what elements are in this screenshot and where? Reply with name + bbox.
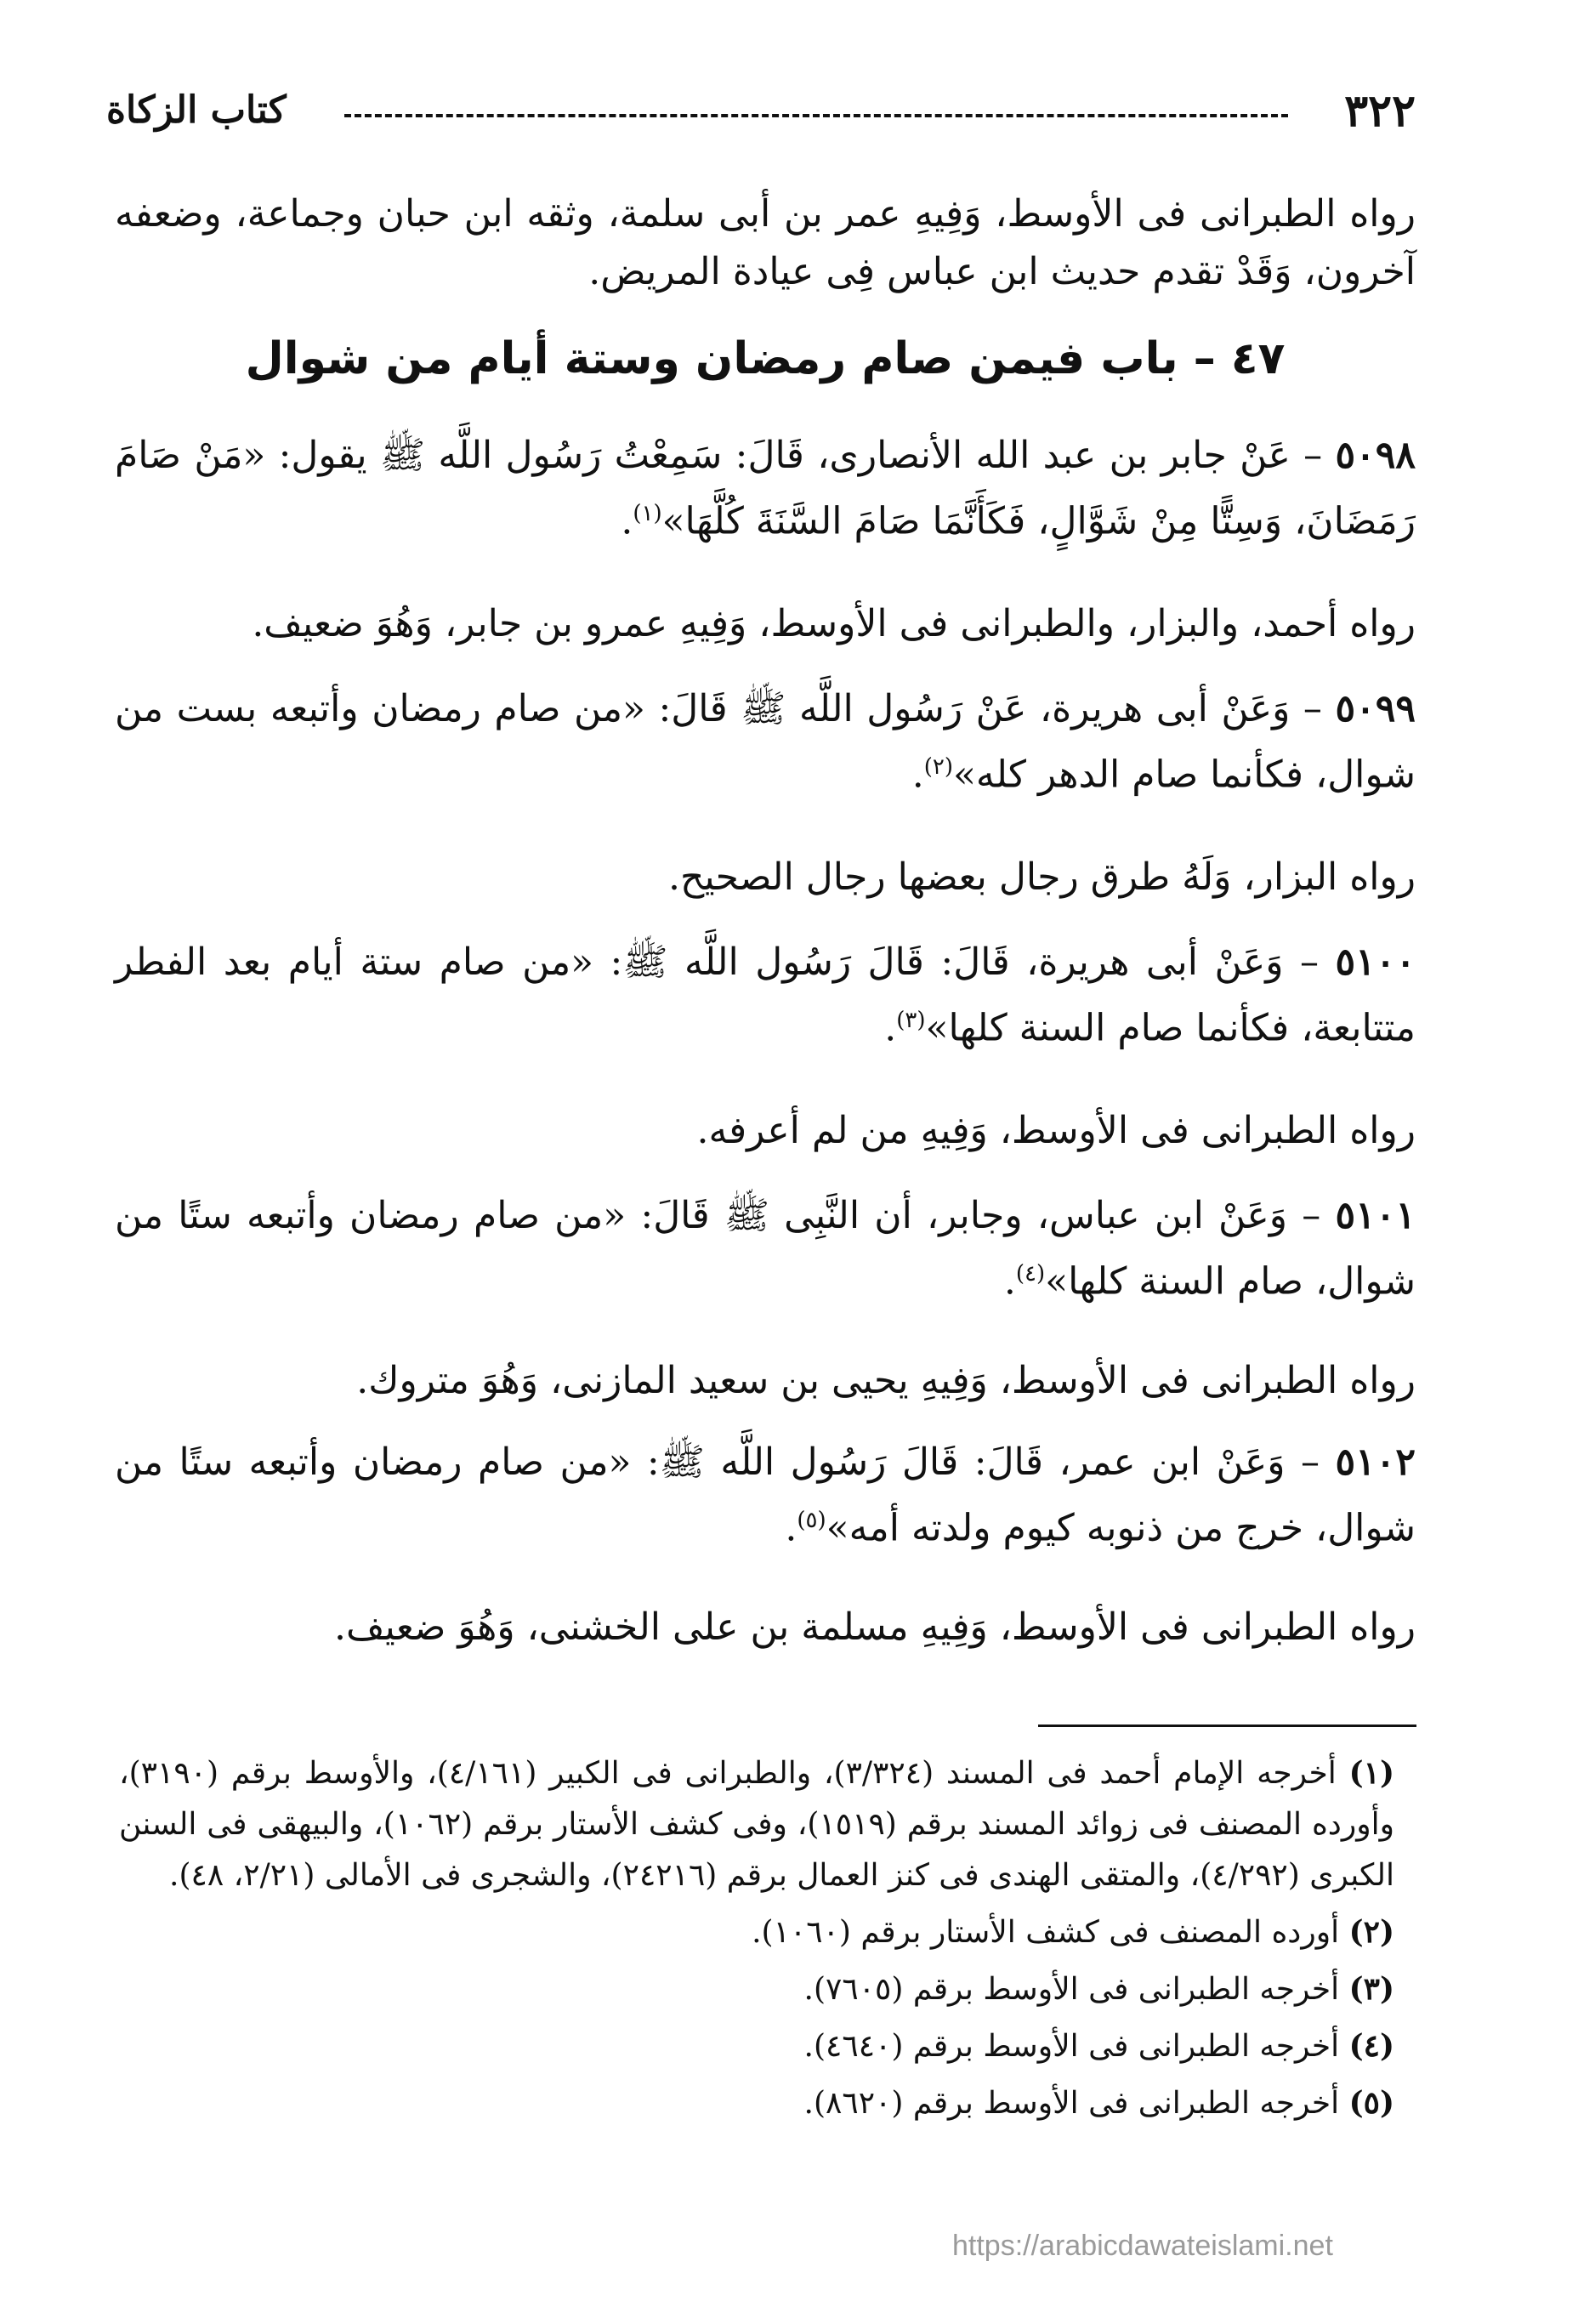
footnote-mark: (٥) (1348, 2085, 1394, 2121)
footnote-text: أخرجه الطبرانى فى الأوسط برقم (٨٦٢٠). (803, 2086, 1340, 2121)
hadith-5101: ٥١٠١ – وَعَنْ ابن عباس، وجابر، أن النَّبِى ﷺ قَالَ: «من صام رمضان وأتبعه ستًا من شوال، صام السنة كلها»$^{(٤)}$. (115, 1194, 1416, 1304)
hadith-text: – وَعَنْ أبى هريرة، قَالَ: قَالَ رَسُول اللَّه ﷺ: «من صام ستة أيام بعد الفطر متتابعة، فكأنما صام السنة كلها» (115, 940, 1416, 1050)
narration-5102: رواه الطبرانى فى الأوسط، وَفِيهِ مسلمة بن على الخشنى، وَهُوَ ضعيف. (334, 1605, 1416, 1649)
footnote-mark: (١) (1348, 1755, 1394, 1791)
watermark-url: https://arabicdawateislami.net (952, 2230, 1333, 2262)
narration-5099: رواه البزار، وَلَهُ طرق رجال بعضها رجال الصحيح. (667, 855, 1416, 899)
narration-5100: رواه الطبرانى فى الأوسط، وَفِيهِ من لم أعرفه. (696, 1109, 1416, 1152)
footnote-1 (119, 1747, 1394, 1901)
hadith-text: – عَنْ جابر بن عبد الله الأنصارى، قَالَ: سَمِعْتُ رَسُول اللَّه ﷺ يقول: «مَنْ صَامَ رَمَضَانَ، وَسِتًّا مِنْ شَوَّالٍ، فَكَأَنَّمَا صَامَ السَّنَةَ كُلَّهَا» (115, 434, 1416, 543)
footnote-mark: (٤) (1348, 2028, 1394, 2064)
chapter-title: ٤٧ – باب فيمن صام رمضان وستة أيام من شوال (245, 333, 1286, 384)
footnote-text: أخرجه الإمام أحمد فى المسند (٣/٣٢٤)، والطبرانى فى الكبير (٤/١٦١)، والأوسط برقم (٣١٩٠)، وأورده المصنف فى زوائد المسند برقم (١٥١٩)، وفى كشف الأستار برقم (١٠٦٢)، والبيهقى فى السنن الكبرى (٤/٢٩٢)، والمتقى الهندى فى كنز العمال برقم (٢٤٢١٦)، والشجرى فى الأمالى (٢/٢١، ٤٨). (119, 1756, 1394, 1893)
page-number: ٣٢٢ (1344, 85, 1416, 137)
narration-5098: رواه أحمد، والبزار، والطبرانى فى الأوسط، وَفِيهِ عمرو بن جابر، وَهُوَ ضعيف. (252, 602, 1416, 645)
hadith-text: – وَعَنْ أبى هريرة، عَنْ رَسُول اللَّه ﷺ قَالَ: «من صام رمضان وأتبعه بست من شوال، فكأنما صام الدهر كله» (115, 687, 1416, 797)
hadith-number: ٥٠٩٨ (1335, 434, 1416, 477)
footnote-ref: (٢) (923, 754, 953, 780)
footnote-ref: (٥) (797, 1508, 826, 1533)
book-title: كتاب الزكاة (106, 88, 287, 132)
hadith-5100: ٥١٠٠ – وَعَنْ أبى هريرة، قَالَ: قَالَ رَسُول اللَّه ﷺ: «من صام ستة أيام بعد الفطر متتابعة، فكأنما صام السنة كلها»$^{(٣)}$. (115, 940, 1416, 1050)
hadith-text: – وَعَنْ ابن عمر، قَالَ: قَالَ رَسُول اللَّه ﷺ: «من صام رمضان وأتبعه ستًا من شوال، خرج من ذنوبه كيوم ولدته أمه» (115, 1440, 1416, 1550)
footnote-ref: (١) (633, 501, 662, 526)
footnote-mark: (٢) (1348, 1914, 1394, 1950)
intro-text: رواه الطبرانى فى الأوسط، وَفِيهِ عمر بن أبى سلمة، وثقه ابن حبان وجماعة، وضعفه آخرون، وَقَدْ تقدم حديث ابن عباس فِى عيادة المريض. (115, 192, 1416, 293)
footnote-ref: (٣) (896, 1008, 926, 1033)
hadith-number: ٥١٠١ (1335, 1194, 1416, 1237)
hadith-number: ٥٠٩٩ (1335, 687, 1416, 730)
footnote-text: أخرجه الطبرانى فى الأوسط برقم (٧٦٠٥). (803, 1972, 1340, 2007)
hadith-5098: ٥٠٩٨ – عَنْ جابر بن عبد الله الأنصارى، قَالَ: سَمِعْتُ رَسُول اللَّه ﷺ يقول: «مَنْ صَامَ رَمَضَانَ، وَسِتًّا مِنْ شَوَّالٍ، فَكَأَنَّمَا صَامَ السَّنَةَ كُلَّهَا»$^{(١)}$. (115, 434, 1416, 543)
footnote-separator (1038, 1725, 1416, 1727)
footnotes (119, 1747, 1394, 2134)
footnote-5 (119, 2077, 1394, 2129)
hadith-5099: ٥٠٩٩ – وَعَنْ أبى هريرة، عَنْ رَسُول اللَّه ﷺ قَالَ: «من صام رمضان وأتبعه بست من شوال، فكأنما صام الدهر كله»$^{(٢)}$. (115, 687, 1416, 797)
narration-5101: رواه الطبرانى فى الأوسط، وَفِيهِ يحيى بن سعيد المازنى، وَهُوَ متروك. (356, 1359, 1416, 1402)
footnote-ref: (٤) (1015, 1261, 1046, 1287)
hadith-text: – وَعَنْ ابن عباس، وجابر، أن النَّبِى ﷺ قَالَ: «من صام رمضان وأتبعه ستًا من شوال، صام السنة كلها» (115, 1194, 1416, 1304)
footnote-text: أخرجه الطبرانى فى الأوسط برقم (٤٦٤٠). (803, 2029, 1340, 2064)
intro-paragraph (115, 185, 1416, 301)
footnote-4 (119, 2020, 1394, 2072)
footnote-3 (119, 1963, 1394, 2015)
footnote-2 (119, 1906, 1394, 1958)
hadith-number: ٥١٠٠ (1335, 940, 1416, 984)
footnote-mark: (٣) (1348, 1971, 1394, 2007)
running-header (106, 85, 1416, 145)
hadith-5102: ٥١٠٢ – وَعَنْ ابن عمر، قَالَ: قَالَ رَسُول اللَّه ﷺ: «من صام رمضان وأتبعه ستًا من شوال، خرج من ذنوبه كيوم ولدته أمه»$^{(٥)}$. (115, 1440, 1416, 1550)
footnote-text: أورده المصنف فى كشف الأستار برقم (١٠٦٠). (752, 1915, 1340, 1950)
hadith-number: ٥١٠٢ (1335, 1440, 1416, 1484)
header-dashed-rule (344, 114, 1288, 117)
